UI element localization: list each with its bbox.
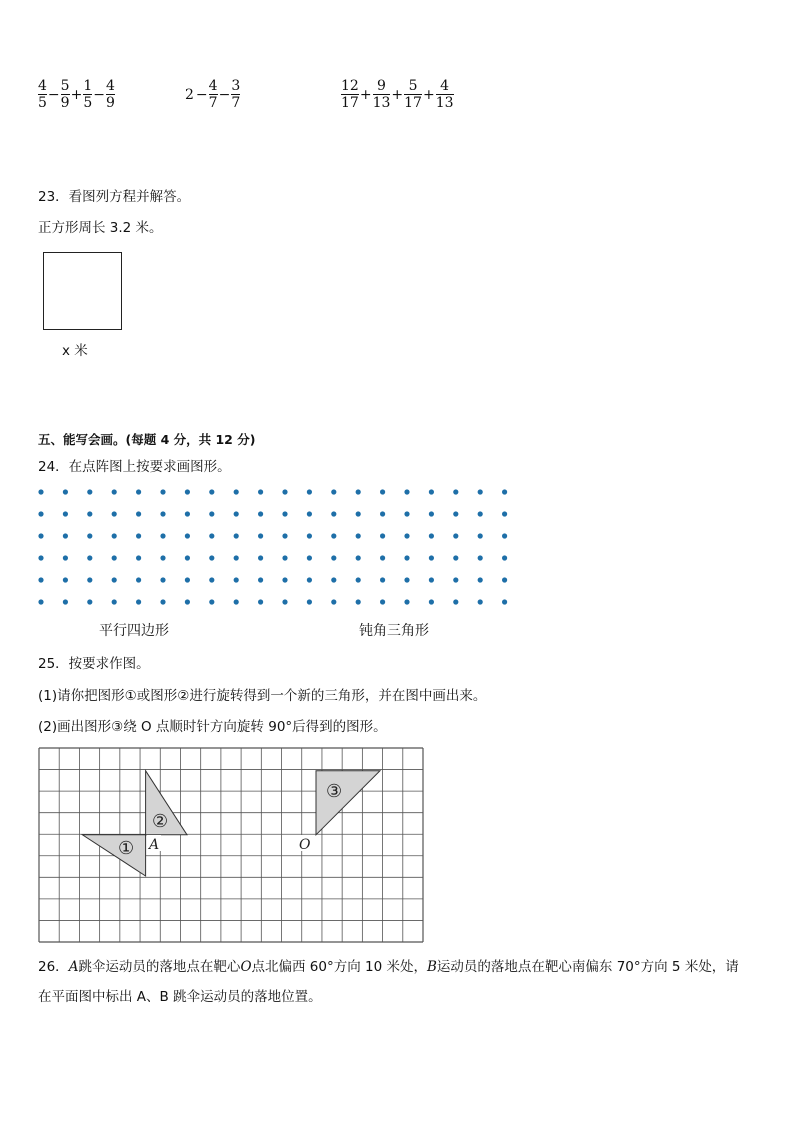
denominator: 5 (38, 95, 47, 111)
grid-dot[interactable] (429, 555, 434, 560)
grid-dot[interactable] (258, 489, 263, 494)
grid-dot[interactable] (356, 533, 361, 538)
shape-1-label: ① (118, 838, 135, 859)
question-23-title: 23．看图列方程并解答。 (38, 189, 191, 205)
grid-dot[interactable] (38, 511, 43, 516)
grid-dot[interactable] (234, 555, 239, 560)
grid-dot[interactable] (112, 577, 117, 582)
grid-dot[interactable] (38, 577, 43, 582)
grid-dot[interactable] (282, 555, 287, 560)
whole-number: 2 (185, 86, 194, 103)
grid-dot[interactable] (258, 511, 263, 516)
point-o-label: O (299, 837, 311, 853)
grid-dot[interactable] (87, 511, 92, 516)
grid-dot[interactable] (429, 533, 434, 538)
grid-dot[interactable] (112, 555, 117, 560)
operator: + (70, 86, 83, 103)
question-25-title: 25．按要求作图。 (38, 656, 150, 672)
grid-dot[interactable] (307, 599, 312, 604)
grid-dot[interactable] (502, 489, 507, 494)
expression-2 (184, 78, 240, 111)
fraction (341, 78, 359, 111)
grid-dot[interactable] (380, 489, 385, 494)
grid-dot[interactable] (453, 555, 458, 560)
denominator: 5 (83, 95, 93, 111)
grid-dot[interactable] (331, 511, 336, 516)
denominator: 7 (208, 95, 218, 111)
operator: + (422, 86, 435, 103)
grid-dot[interactable] (380, 599, 385, 604)
denominator: 17 (341, 95, 359, 111)
grid-dot[interactable] (307, 555, 312, 560)
grid-dot[interactable] (502, 599, 507, 604)
numerator: 5 (408, 78, 418, 94)
grid-dot[interactable] (356, 555, 361, 560)
grid-dot[interactable] (258, 533, 263, 538)
grid-dot[interactable] (112, 511, 117, 516)
question-26-line-2: 在平面图中标出 A、B 跳伞运动员的落地位置。 (38, 989, 322, 1005)
grid-dot[interactable] (282, 577, 287, 582)
numerator: 4 (208, 78, 218, 94)
grid-dot[interactable] (63, 555, 68, 560)
numerator: 12 (341, 78, 359, 94)
grid-dot[interactable] (453, 599, 458, 604)
numerator: 9 (377, 78, 386, 94)
grid-dot[interactable] (356, 489, 361, 494)
fraction (436, 78, 454, 111)
shape-3-label: ③ (326, 781, 343, 802)
dot-grid[interactable] (30, 484, 520, 610)
grid-dot[interactable] (185, 533, 190, 538)
fraction (404, 78, 422, 111)
grid-dot[interactable] (185, 577, 190, 582)
fraction (61, 78, 70, 111)
grid-dot[interactable] (453, 533, 458, 538)
numerator: 4 (105, 78, 115, 94)
grid-dot[interactable] (185, 599, 190, 604)
fraction (209, 78, 218, 111)
grid-dot[interactable] (87, 599, 92, 604)
grid-dot[interactable] (404, 489, 409, 494)
grid-dot[interactable] (38, 533, 43, 538)
grid-dot[interactable] (258, 555, 263, 560)
grid-dot[interactable] (234, 577, 239, 582)
grid-dot[interactable] (112, 489, 117, 494)
grid-dot[interactable] (87, 577, 92, 582)
grid-dot[interactable] (429, 489, 434, 494)
denominator: 17 (404, 95, 422, 111)
grid-dot[interactable] (502, 533, 507, 538)
fraction (373, 78, 391, 111)
grid-dot[interactable] (282, 533, 287, 538)
grid-dot[interactable] (429, 599, 434, 604)
operator: + (391, 86, 404, 103)
grid-dot[interactable] (136, 533, 141, 538)
label-obtuse-triangle: 钝角三角形 (359, 623, 429, 639)
grid-dot[interactable] (429, 577, 434, 582)
grid-dot[interactable] (282, 511, 287, 516)
grid-dot[interactable] (258, 577, 263, 582)
grid-dot[interactable] (331, 555, 336, 560)
grid-dot[interactable] (453, 577, 458, 582)
operator: − (93, 86, 105, 103)
grid-dot[interactable] (429, 511, 434, 516)
grid-dot[interactable] (502, 577, 507, 582)
grid-dot[interactable] (478, 599, 483, 604)
grid-dot[interactable] (160, 599, 165, 604)
grid-dot[interactable] (282, 489, 287, 494)
grid-dot[interactable] (404, 511, 409, 516)
question-25-item-1: (1)请你把图形①或图形②进行旋转得到一个新的三角形，并在图中画出来。 (38, 688, 487, 704)
grid-dot[interactable] (356, 599, 361, 604)
grid-dot[interactable] (331, 533, 336, 538)
grid-dot[interactable] (356, 511, 361, 516)
grid-dot[interactable] (404, 533, 409, 538)
grid-dot[interactable] (478, 533, 483, 538)
grid-dot[interactable] (307, 577, 312, 582)
grid-dot[interactable] (307, 489, 312, 494)
denominator: 9 (105, 95, 115, 111)
section-5-title: 五、能写会画。(每题 4 分，共 12 分) (38, 432, 256, 447)
grid-dot[interactable] (478, 577, 483, 582)
point-a-label: A (149, 837, 160, 853)
numerator: 1 (83, 78, 93, 94)
grid-dot[interactable] (209, 489, 214, 494)
grid-dot[interactable] (404, 599, 409, 604)
grid-dot[interactable] (63, 489, 68, 494)
grid-dot[interactable] (380, 511, 385, 516)
grid-dot[interactable] (136, 599, 141, 604)
fraction (106, 78, 115, 111)
grid-dot[interactable] (160, 489, 165, 494)
grid-dot[interactable] (380, 577, 385, 582)
grid-dot[interactable] (38, 489, 43, 494)
question-23-line: 正方形周长 3.2 米。 (38, 220, 163, 236)
grid-dot[interactable] (209, 533, 214, 538)
grid-dot[interactable] (185, 511, 190, 516)
question-25-item-2: (2)画出图形③绕 O 点顺时针方向旋转 90°后得到的图形。 (38, 719, 387, 735)
denominator: 9 (60, 95, 70, 111)
square-side-label: x 米 (62, 343, 88, 359)
grid-dot[interactable] (234, 511, 239, 516)
grid-dot[interactable] (209, 511, 214, 516)
grid-dot[interactable] (234, 599, 239, 604)
numerator: 5 (60, 78, 70, 94)
grid-dot[interactable] (63, 533, 68, 538)
denominator: 13 (435, 95, 454, 111)
grid-dot[interactable] (234, 489, 239, 494)
grid-dot[interactable] (136, 577, 141, 582)
grid-dot[interactable] (404, 555, 409, 560)
operator: − (218, 86, 231, 103)
grid-dot[interactable] (404, 577, 409, 582)
grid-dot[interactable] (160, 577, 165, 582)
shape-2-label: ② (152, 811, 169, 832)
grid-dot[interactable] (502, 511, 507, 516)
denominator: 13 (372, 95, 391, 111)
grid-dot[interactable] (136, 511, 141, 516)
grid-dot[interactable] (282, 599, 287, 604)
grid-dot[interactable] (136, 489, 141, 494)
expression-3 (341, 78, 454, 111)
label-parallelogram: 平行四边形 (99, 623, 169, 639)
grid-dot[interactable] (160, 533, 165, 538)
grid-dot[interactable] (453, 511, 458, 516)
grid-dot[interactable] (136, 555, 141, 560)
grid-dot[interactable] (478, 555, 483, 560)
numerator: 3 (231, 78, 241, 94)
square-figure (43, 252, 122, 330)
grid-dot[interactable] (87, 489, 92, 494)
square-grid-figure[interactable] (38, 746, 424, 944)
grid-dot[interactable] (112, 599, 117, 604)
grid-dot[interactable] (87, 555, 92, 560)
grid-dot[interactable] (453, 489, 458, 494)
expression-1 (38, 78, 115, 111)
numerator: 4 (440, 78, 450, 94)
grid-dot[interactable] (209, 599, 214, 604)
question-26-line-1: 26．A跳伞运动员的落地点在靶心O点北偏西 60°方向 10 米处，B运动员的落地点在靶心南偏东 70°方向 5 米处，请 (38, 959, 739, 975)
grid-dot[interactable] (307, 533, 312, 538)
grid-dot[interactable] (209, 555, 214, 560)
operator: − (195, 86, 208, 103)
grid-dot[interactable] (63, 599, 68, 604)
grid-dot[interactable] (307, 511, 312, 516)
grid-dot[interactable] (234, 533, 239, 538)
fraction (83, 78, 92, 111)
grid-dot[interactable] (331, 489, 336, 494)
fraction (38, 78, 47, 111)
grid-dot[interactable] (356, 577, 361, 582)
grid-dot[interactable] (112, 533, 117, 538)
numerator: 4 (38, 78, 47, 94)
grid-dot[interactable] (63, 511, 68, 516)
grid-dot[interactable] (185, 555, 190, 560)
grid-dot[interactable] (502, 555, 507, 560)
grid-dot[interactable] (209, 577, 214, 582)
grid-dot[interactable] (160, 511, 165, 516)
grid-dot[interactable] (63, 577, 68, 582)
question-24-title: 24．在点阵图上按要求画图形。 (38, 459, 231, 475)
grid-dot[interactable] (185, 489, 190, 494)
grid-dot[interactable] (38, 555, 43, 560)
grid-dot[interactable] (38, 599, 43, 604)
operator: − (47, 86, 60, 103)
grid-dot[interactable] (478, 511, 483, 516)
fraction (231, 78, 240, 111)
grid-dot[interactable] (87, 533, 92, 538)
grid-dot[interactable] (160, 555, 165, 560)
operator: + (359, 86, 372, 103)
grid-dot[interactable] (331, 577, 336, 582)
grid-dot[interactable] (258, 599, 263, 604)
grid-dot[interactable] (331, 599, 336, 604)
denominator: 7 (231, 95, 241, 111)
grid-dot[interactable] (478, 489, 483, 494)
grid-dot[interactable] (380, 533, 385, 538)
grid-dot[interactable] (380, 555, 385, 560)
